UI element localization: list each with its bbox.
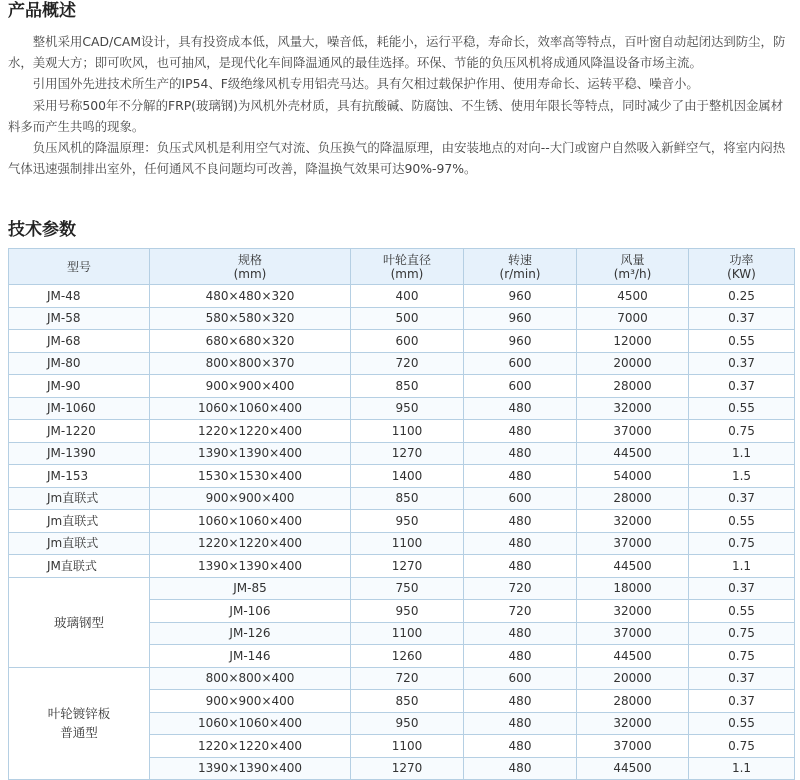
table-cell: 480 — [464, 397, 577, 420]
table-cell: 1100 — [351, 420, 464, 443]
spec-table — [8, 248, 795, 780]
table-cell: 32000 — [577, 600, 689, 623]
table-cell: 480 — [464, 735, 577, 758]
header-model-label: 型号 — [66, 259, 91, 274]
table-cell: 720 — [464, 577, 577, 600]
table-cell: 850 — [351, 487, 464, 510]
table-body — [9, 285, 795, 780]
table-row — [9, 420, 795, 443]
table-cell: 1530×1530×400 — [150, 465, 351, 488]
header-speed-label: 转速 — [507, 252, 532, 267]
table-cell: 1260 — [351, 645, 464, 668]
table-cell: 0.55 — [689, 712, 795, 735]
table-row — [9, 397, 795, 420]
table-row — [9, 510, 795, 533]
table-cell: 1390×1390×400 — [150, 757, 351, 780]
table-cell: 0.37 — [689, 577, 795, 600]
table-cell: 720 — [351, 352, 464, 375]
table-cell: 1270 — [351, 757, 464, 780]
intro-paragraph: 负压风机的降温原理：负压式风机是利用空气对流、负压换气的降温原理，由安装地点的对向--大门或窗户自然吸入新鲜空气，将室内闷热气体迅速强制排出室外，任何通风不良问题均可改善，降温换气效果可达90%-97%。 — [8, 140, 786, 177]
header-spec — [150, 249, 351, 285]
table-cell: 960 — [464, 330, 577, 353]
table-cell: JM-85 — [150, 577, 351, 600]
table-cell: 37000 — [577, 420, 689, 443]
table-cell: Jm直联式 — [9, 510, 150, 533]
table-cell: 1060×1060×400 — [150, 510, 351, 533]
table-cell: 0.25 — [689, 285, 795, 308]
table-cell: 600 — [464, 667, 577, 690]
table-cell: 720 — [464, 600, 577, 623]
group-name-galvanized — [9, 667, 150, 780]
table-cell: 0.55 — [689, 397, 795, 420]
header-air-label: 风量 — [620, 252, 645, 267]
table-cell: 480 — [464, 645, 577, 668]
table-row — [9, 375, 795, 398]
table-cell: 720 — [351, 667, 464, 690]
table-row — [9, 577, 795, 600]
table-cell: JM-68 — [9, 330, 150, 353]
table-cell: 1100 — [351, 622, 464, 645]
table-cell: 480 — [464, 757, 577, 780]
header-speed — [464, 249, 577, 285]
table-header-row — [9, 249, 795, 285]
table-cell: 1270 — [351, 442, 464, 465]
table-cell: 480 — [464, 442, 577, 465]
table-cell: 960 — [464, 307, 577, 330]
overview-title: 产品概述 — [8, 1, 76, 21]
table-cell: 600 — [464, 352, 577, 375]
table-cell: JM-1060 — [9, 397, 150, 420]
table-cell: 18000 — [577, 577, 689, 600]
table-cell: 500 — [351, 307, 464, 330]
table-cell: 900×900×400 — [150, 487, 351, 510]
table-cell: 37000 — [577, 532, 689, 555]
table-cell: Jm直联式 — [9, 532, 150, 555]
header-spec-label: 规格 — [237, 252, 262, 267]
table-cell: JM-1220 — [9, 420, 150, 443]
table-cell: Jm直联式 — [9, 487, 150, 510]
table-cell: 0.55 — [689, 510, 795, 533]
table-cell: 1100 — [351, 532, 464, 555]
table-cell: 750 — [351, 577, 464, 600]
table-row — [9, 555, 795, 578]
table-cell: 44500 — [577, 555, 689, 578]
header-spec-unit: (mm) — [233, 266, 267, 281]
table-row — [9, 330, 795, 353]
table-cell: JM-90 — [9, 375, 150, 398]
header-air — [577, 249, 689, 285]
table-cell: 600 — [464, 487, 577, 510]
table-cell: JM-80 — [9, 352, 150, 375]
table-cell: 580×580×320 — [150, 307, 351, 330]
header-impeller — [351, 249, 464, 285]
table-cell: 0.55 — [689, 600, 795, 623]
table-cell: 1390×1390×400 — [150, 555, 351, 578]
table-cell: 44500 — [577, 757, 689, 780]
table-cell: 0.75 — [689, 622, 795, 645]
table-cell: 480 — [464, 465, 577, 488]
table-cell: 800×800×370 — [150, 352, 351, 375]
table-cell: 0.37 — [689, 690, 795, 713]
table-cell: 950 — [351, 397, 464, 420]
table-cell: 44500 — [577, 645, 689, 668]
table-cell: JM直联式 — [9, 555, 150, 578]
table-cell: 900×900×400 — [150, 375, 351, 398]
table-row — [9, 487, 795, 510]
table-cell: 0.37 — [689, 375, 795, 398]
table-cell: 0.55 — [689, 330, 795, 353]
table-cell: JM-146 — [150, 645, 351, 668]
table-cell: 0.75 — [689, 735, 795, 758]
table-cell: JM-126 — [150, 622, 351, 645]
table-cell: 960 — [464, 285, 577, 308]
header-impeller-label: 叶轮直径 — [382, 252, 431, 267]
header-impeller-unit: (mm) — [390, 266, 424, 281]
table-cell: 1100 — [351, 735, 464, 758]
table-cell: 37000 — [577, 735, 689, 758]
group-name-fiberglass: 玻璃钢型 — [9, 577, 150, 667]
table-cell: 44500 — [577, 442, 689, 465]
table-row — [9, 532, 795, 555]
table-cell: 12000 — [577, 330, 689, 353]
table-cell: 950 — [351, 712, 464, 735]
table-cell: JM-106 — [150, 600, 351, 623]
table-cell: 950 — [351, 600, 464, 623]
table-row — [9, 352, 795, 375]
table-cell: 680×680×320 — [150, 330, 351, 353]
table-cell: 32000 — [577, 397, 689, 420]
header-speed-unit: (r/min) — [499, 266, 541, 281]
intro-paragraph: 整机采用CAD/CAM设计，具有投资成本低，风量大，噪音低，耗能小，运行平稳，寿命长，效率高等特点，百叶窗自动起闭达到防尘，防水，美观大方；即可吹风，也可抽风，是现代化车间降温通风的最佳选择。环保、节能的负压风机将成通风降温设备市场主流。 — [8, 34, 786, 71]
table-cell: 900×900×400 — [150, 690, 351, 713]
table-cell: 480 — [464, 532, 577, 555]
table-cell: 480 — [464, 555, 577, 578]
table-row — [9, 667, 795, 690]
table-row — [9, 442, 795, 465]
params-title: 技术参数 — [8, 220, 76, 240]
table-cell: 28000 — [577, 487, 689, 510]
table-cell: 32000 — [577, 510, 689, 533]
table-cell: 800×800×400 — [150, 667, 351, 690]
table-cell: 20000 — [577, 667, 689, 690]
table-cell: JM-153 — [9, 465, 150, 488]
table-cell: 1270 — [351, 555, 464, 578]
table-row — [9, 285, 795, 308]
header-model — [9, 249, 150, 285]
table-cell: 1.5 — [689, 465, 795, 488]
intro-text — [8, 31, 794, 179]
table-cell: 1220×1220×400 — [150, 420, 351, 443]
table-cell: 600 — [351, 330, 464, 353]
table-cell: 1.1 — [689, 442, 795, 465]
header-power — [689, 249, 795, 285]
table-cell: 0.75 — [689, 420, 795, 443]
table-cell: 20000 — [577, 352, 689, 375]
table-cell: 1220×1220×400 — [150, 532, 351, 555]
header-air-unit: (m³/h) — [613, 266, 652, 281]
table-cell: 0.75 — [689, 532, 795, 555]
table-cell: 54000 — [577, 465, 689, 488]
intro-paragraph: 采用号称500年不分解的FRP(玻璃钢)为风机外壳材质，具有抗酸碱、防腐蚀、不生锈、使用年限长等特点，同时减少了由于整机因金属材料多而产生共鸣的现象。 — [8, 97, 784, 134]
table-cell: 1060×1060×400 — [150, 397, 351, 420]
table-cell: 480 — [464, 690, 577, 713]
table-cell: 480 — [464, 420, 577, 443]
table-cell: 0.75 — [689, 645, 795, 668]
table-cell: 0.37 — [689, 307, 795, 330]
table-cell: 1220×1220×400 — [150, 735, 351, 758]
table-cell: JM-48 — [9, 285, 150, 308]
table-cell: 32000 — [577, 712, 689, 735]
table-cell: 480×480×320 — [150, 285, 351, 308]
table-cell: 1.1 — [689, 555, 795, 578]
group-name-line: 普通型 — [60, 725, 98, 741]
table-cell: 1400 — [351, 465, 464, 488]
table-row — [9, 307, 795, 330]
table-cell: 850 — [351, 690, 464, 713]
table-cell: 7000 — [577, 307, 689, 330]
table-cell: 0.37 — [689, 667, 795, 690]
header-power-label: 功率 — [729, 252, 754, 267]
table-cell: 0.37 — [689, 352, 795, 375]
table-cell: JM-58 — [9, 307, 150, 330]
table-cell: 4500 — [577, 285, 689, 308]
table-cell: 600 — [464, 375, 577, 398]
table-cell: 480 — [464, 712, 577, 735]
table-row — [9, 465, 795, 488]
table-cell: 480 — [464, 622, 577, 645]
table-cell: 1060×1060×400 — [150, 712, 351, 735]
table-cell: 1390×1390×400 — [150, 442, 351, 465]
table-cell: 400 — [351, 285, 464, 308]
table-cell: 28000 — [577, 690, 689, 713]
intro-paragraph: 引用国外先进技术所生产的IP54、F级绝缘风机专用铝壳马达。具有欠相过载保护作用、使用寿命长、运转平稳、噪音小。 — [32, 76, 699, 92]
table-cell: 480 — [464, 510, 577, 533]
table-cell: 28000 — [577, 375, 689, 398]
header-power-unit: (KW) — [727, 266, 756, 281]
table-cell: 37000 — [577, 622, 689, 645]
table-cell: 950 — [351, 510, 464, 533]
table-cell: 850 — [351, 375, 464, 398]
table-cell: 1.1 — [689, 757, 795, 780]
table-cell: JM-1390 — [9, 442, 150, 465]
table-cell: 0.37 — [689, 487, 795, 510]
group-name-line: 叶轮镀锌板 — [47, 706, 111, 722]
